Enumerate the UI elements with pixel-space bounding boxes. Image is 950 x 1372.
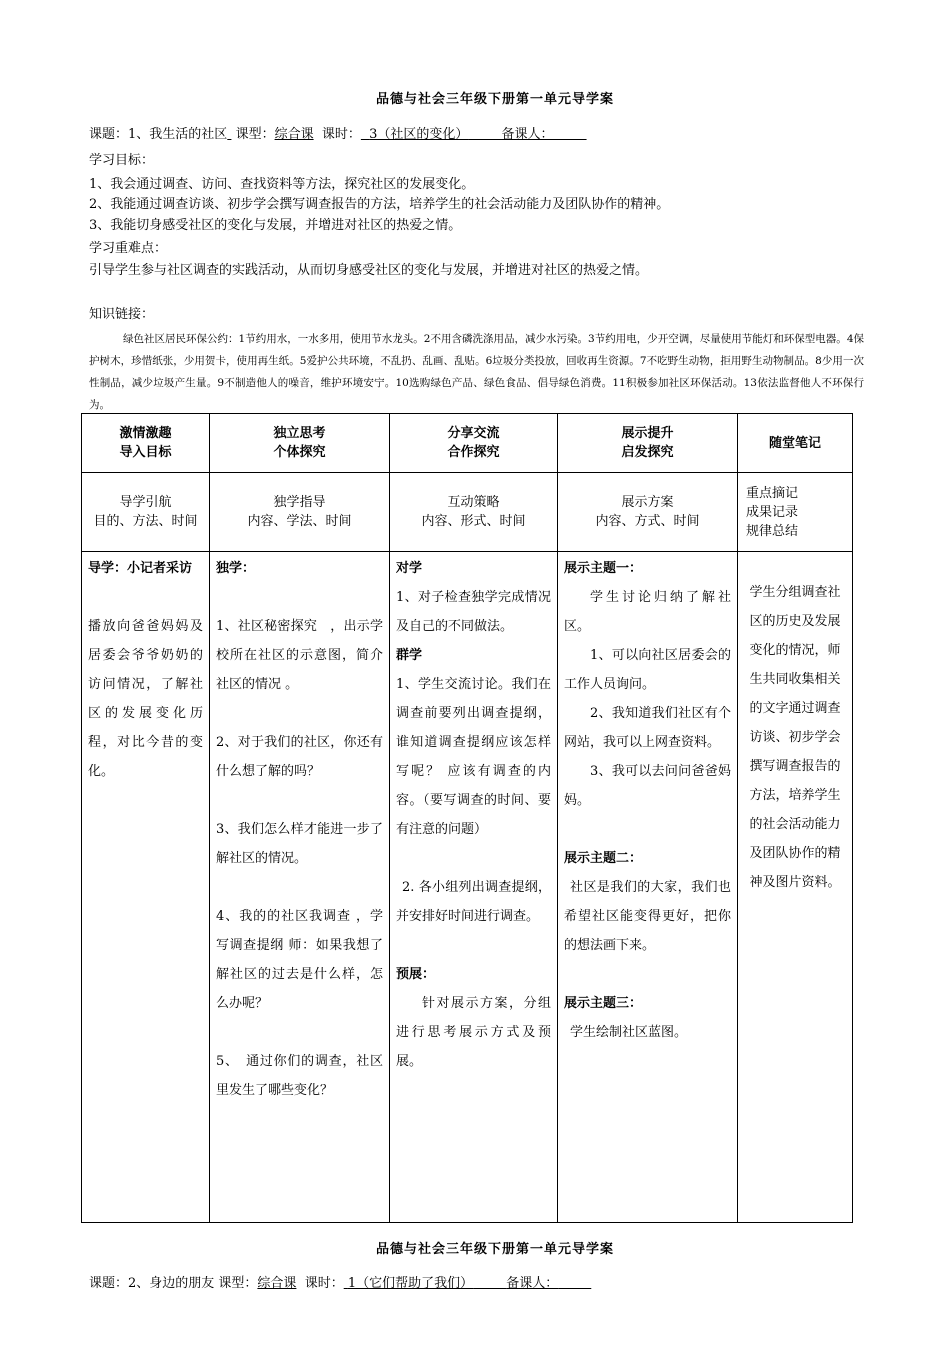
group-study-heading: 群学: [396, 648, 423, 663]
lesson-hours-value-2: 1（它们帮助了我们）: [347, 1276, 474, 1291]
lesson-type-value-2: 综合课: [257, 1276, 297, 1291]
goal-item: 2、我能通过调查访谈、初步学会撰写调查报告的方法，培养学生的社会活动能力及团队协作的精神。: [89, 197, 670, 212]
presentation-text: 学生绘制社区蓝图。: [570, 1025, 688, 1040]
table-body-row: [82, 552, 853, 1223]
individual-item: 1、社区秘密探究 ，出示学校所在社区的示意图，简介社区的情况 。: [216, 619, 383, 692]
knowledge-heading: 知识链接：: [89, 307, 155, 322]
notes-text: 学生分组调查社区的历史及发展变化的情况，师生共同收集相关的文字通过调查访谈、初步学会撰写调查报告的方法，培养学生的社会活动能力及团队协作的精神及图片资料。: [749, 585, 841, 890]
presentation-text: 3、我可以去问问爸爸妈妈。: [564, 764, 731, 808]
lesson-topic: 课题：1、我生活的社区: [89, 127, 228, 142]
body-cell-presentation: [558, 552, 738, 1223]
goals-heading: 学习目标：: [89, 153, 155, 168]
group-study-text: 1、学生交流讨论。我们在调查前要列出调查提纲，谁知道调查提纲应该怎样写呢？ 应该有调查的内容。（要写调查的时间、要有注意的问题）: [396, 677, 551, 837]
intro-text: 播放向爸爸妈妈及居委会爷爷奶奶的访问情况，了解社区的发展变化历程，对比今昔的变化。: [88, 619, 203, 779]
individual-item: 5、 通过你们的调查，社区里发生了哪些变化？: [216, 1054, 383, 1098]
key-points-text: 引导学生参与社区调查的实践活动，从而切身感受社区的变化与发展，并增进对社区的热爱之情。: [89, 263, 649, 278]
presentation-topic-3-heading: 展示主题三：: [564, 996, 643, 1011]
individual-item: 3、我们怎么样才能进一步了解社区的情况。: [216, 822, 383, 866]
preview-heading: 预展：: [396, 967, 436, 982]
goal-item: 3、我能切身感受社区的变化与发展，并增进对社区的热爱之情。: [89, 218, 462, 233]
header-cell-notes: 随堂笔记: [738, 414, 853, 473]
group-study-step: 2. 各小组列出调查提纲，并安排好时间进行调查。: [396, 880, 551, 924]
lesson-plan-table: [81, 413, 853, 1223]
subheader-cell: 导学引航 目的、方法、时间: [82, 473, 210, 552]
body-cell-notes: [738, 552, 853, 1223]
lesson-info-line: [89, 126, 587, 144]
subheader-cell: 重点摘记 成果记录 规律总结: [738, 473, 853, 552]
lesson-hours-label-2: 课时：: [304, 1276, 344, 1291]
document-title-2: 品德与社会三年级下册第一单元导学案: [375, 1242, 614, 1257]
lesson-info-line-2: [89, 1275, 591, 1293]
individual-heading: 独学：: [216, 561, 256, 576]
header-cell-presentation: 展示提升 启发探究: [558, 414, 738, 473]
document-title: 品德与社会三年级下册第一单元导学案: [375, 92, 614, 107]
subheader-cell: 展示方案 内容、方式、时间: [558, 473, 738, 552]
preview-text: 针对展示方案，分组进行思考展示方式及预展。: [396, 996, 551, 1069]
header-cell-intro: 激情激趣 导入目标: [82, 414, 210, 473]
individual-item: 2、对于我们的社区，你还有什么想了解的吗？: [216, 735, 383, 779]
presentation-text: 学生讨论归纳了解社区。: [564, 590, 731, 634]
table-subheader-row: [82, 473, 853, 552]
lesson-hours-label: 课时：: [321, 127, 361, 142]
presentation-text: 2、我知道我们社区有个网站，我可以上网查资料。: [564, 706, 731, 750]
intro-heading: 导学：小记者采访: [88, 561, 193, 576]
body-cell-intro: [82, 552, 210, 1223]
subheader-cell: 独学指导 内容、学法、时间: [210, 473, 390, 552]
pair-study-heading: 对学: [396, 561, 423, 576]
lesson-preparer: 备课人：: [501, 127, 554, 142]
header-cell-cooperative: 分享交流 合作探究: [390, 414, 558, 473]
presentation-topic-1-heading: 展示主题一：: [564, 561, 643, 576]
goal-item: 1、我会通过调查、访问、查找资料等方法，探究社区的发展变化。: [89, 177, 475, 192]
presentation-topic-2-heading: 展示主题二：: [564, 851, 643, 866]
presentation-text: 1、可以向社区居委会的工作人员询问。: [564, 648, 731, 692]
lesson-topic-2: 课题：2、身边的朋友 课型：: [89, 1276, 258, 1291]
individual-item: 4、我的的社区我调查 ，学写调查提纲 师：如果我想了解社区的过去是什么样，怎么办呢？: [216, 909, 383, 1011]
body-cell-individual: [210, 552, 390, 1223]
body-cell-cooperative: [390, 552, 558, 1223]
lesson-preparer-2: 备课人：: [506, 1276, 559, 1291]
lesson-type-label: 课型：: [235, 127, 275, 142]
presentation-text: 社区是我们的大家，我们也希望社区能变得更好，把你的想法画下来。: [564, 880, 731, 953]
knowledge-text: 绿色社区居民环保公约：1节约用水，一水多用，使用节水龙头。2不用含磷洗涤用品，减少水污染。3节约用电，少开空调，尽量使用节能灯和环保型电器。4保护树木，珍惜纸张，少用贺卡，使用再生纸。5爱护公共环境，不乱扔、乱画、乱贴。6垃圾分类投放，回收再生资源。7不吃野生动物，拒用野生动物制品。8少用一次性制品，减少垃圾产生量。9不制造他人的噪音，维护环境安宁。10选购绿色产品、绿色食品、倡导绿色消费。11积极参加社区环保活动。13依法监督他人不环保行为。: [89, 333, 864, 411]
lesson-type-value: 综合课: [274, 127, 314, 142]
table-header-row: [82, 414, 853, 473]
pair-study-text: 1、对子检查独学完成情况及自己的不同做法。: [396, 590, 551, 634]
key-points-heading: 学习重难点：: [89, 241, 168, 256]
header-cell-individual: 独立思考 个体探究: [210, 414, 390, 473]
lesson-hours-value: 3（社区的变化）: [369, 127, 469, 142]
subheader-cell: 互动策略 内容、形式、时间: [390, 473, 558, 552]
